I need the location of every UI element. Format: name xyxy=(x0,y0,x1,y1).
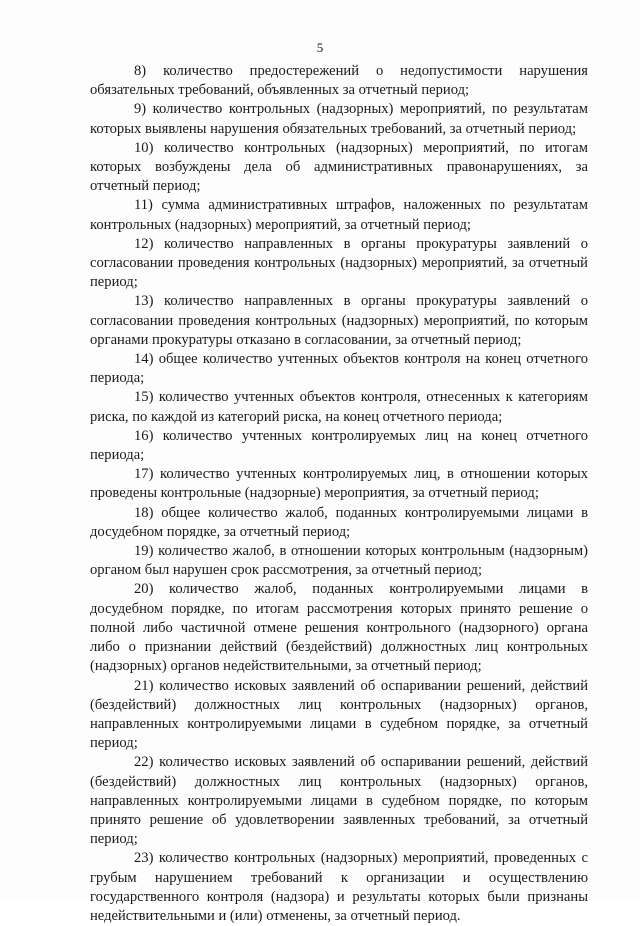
list-item: 12) количество направленных в органы прокуратуры заявлений о согласовании проведения контрольных (надзорных) мероприятий, за отчетный период; xyxy=(90,235,588,291)
list-item: 16) количество учтенных контролируемых лиц на конец отчетного периода; xyxy=(90,427,588,464)
document-body xyxy=(90,62,588,926)
list-item: 21) количество исковых заявлений об оспаривании решений, действий (бездействий) должностных лиц контрольных (надзорных) органов, направленных контролируемыми лицами в судебном порядке, за отчетный период; xyxy=(90,677,588,752)
list-item: 10) количество контрольных (надзорных) мероприятий, по итогам которых возбуждены дела об административных правонарушениях, за отчетный период; xyxy=(90,139,588,195)
list-item: 8) количество предостережений о недопустимости нарушения обязательных требований, объявленных за отчетный период; xyxy=(90,63,588,99)
list-item: 13) количество направленных в органы прокуратуры заявлений о согласовании проведения контрольных (надзорных) мероприятий, по которым органами прокуратуры отказано в согласовании, за отчетный период; xyxy=(90,293,588,348)
list-item: 23) количество контрольных (надзорных) мероприятий, проведенных с грубым нарушением требований к организации и осуществлению государственного контроля (надзора) и результаты которых были признаны недействительными и (или) отменены, за отчетный период. xyxy=(90,850,588,924)
list-item: 22) количество исковых заявлений об оспаривании решений, действий (бездействий) должностных лиц контрольных (надзорных) органов, направленных контролируемыми лицами в судебном порядке, по которым принято решение об удовлетворении заявленных требований, за отчетный период; xyxy=(90,754,588,848)
list-item: 17) количество учтенных контролируемых лиц, в отношении которых проведены контрольные (надзорные) мероприятия, за отчетный период; xyxy=(90,466,588,502)
list-item: 20) количество жалоб, поданных контролируемыми лицами в досудебном порядке, по итогам рассмотрения которых принято решение о полной либо частичной отмене решения контрольного (надзорного) органа либо о признании действий (бездействий) должностных лиц контрольных (надзорных) органов недействительными, за отчетный период; xyxy=(90,581,588,675)
page-number: 5 xyxy=(316,40,324,55)
list-item: 9) количество контрольных (надзорных) мероприятий, по результатам которых выявлены нарушения обязательных требований, за отчетный период; xyxy=(90,101,588,137)
list-item: 15) количество учтенных объектов контроля, отнесенных к категориям риска, по каждой из категорий риска, на конец отчетного периода; xyxy=(90,389,588,425)
list-item: 18) общее количество жалоб, поданных контролируемыми лицами в досудебном порядке, за отчетный период; xyxy=(90,504,588,540)
list-item: 14) общее количество учтенных объектов контроля на конец отчетного периода; xyxy=(90,351,588,387)
list-item: 19) количество жалоб, в отношении которых контрольным (надзорным) органом был нарушен срок рассмотрения, за отчетный период; xyxy=(90,543,588,579)
list-item: 11) сумма административных штрафов, наложенных по результатам контрольных (надзорных) мероприятий, за отчетный период; xyxy=(90,197,588,233)
